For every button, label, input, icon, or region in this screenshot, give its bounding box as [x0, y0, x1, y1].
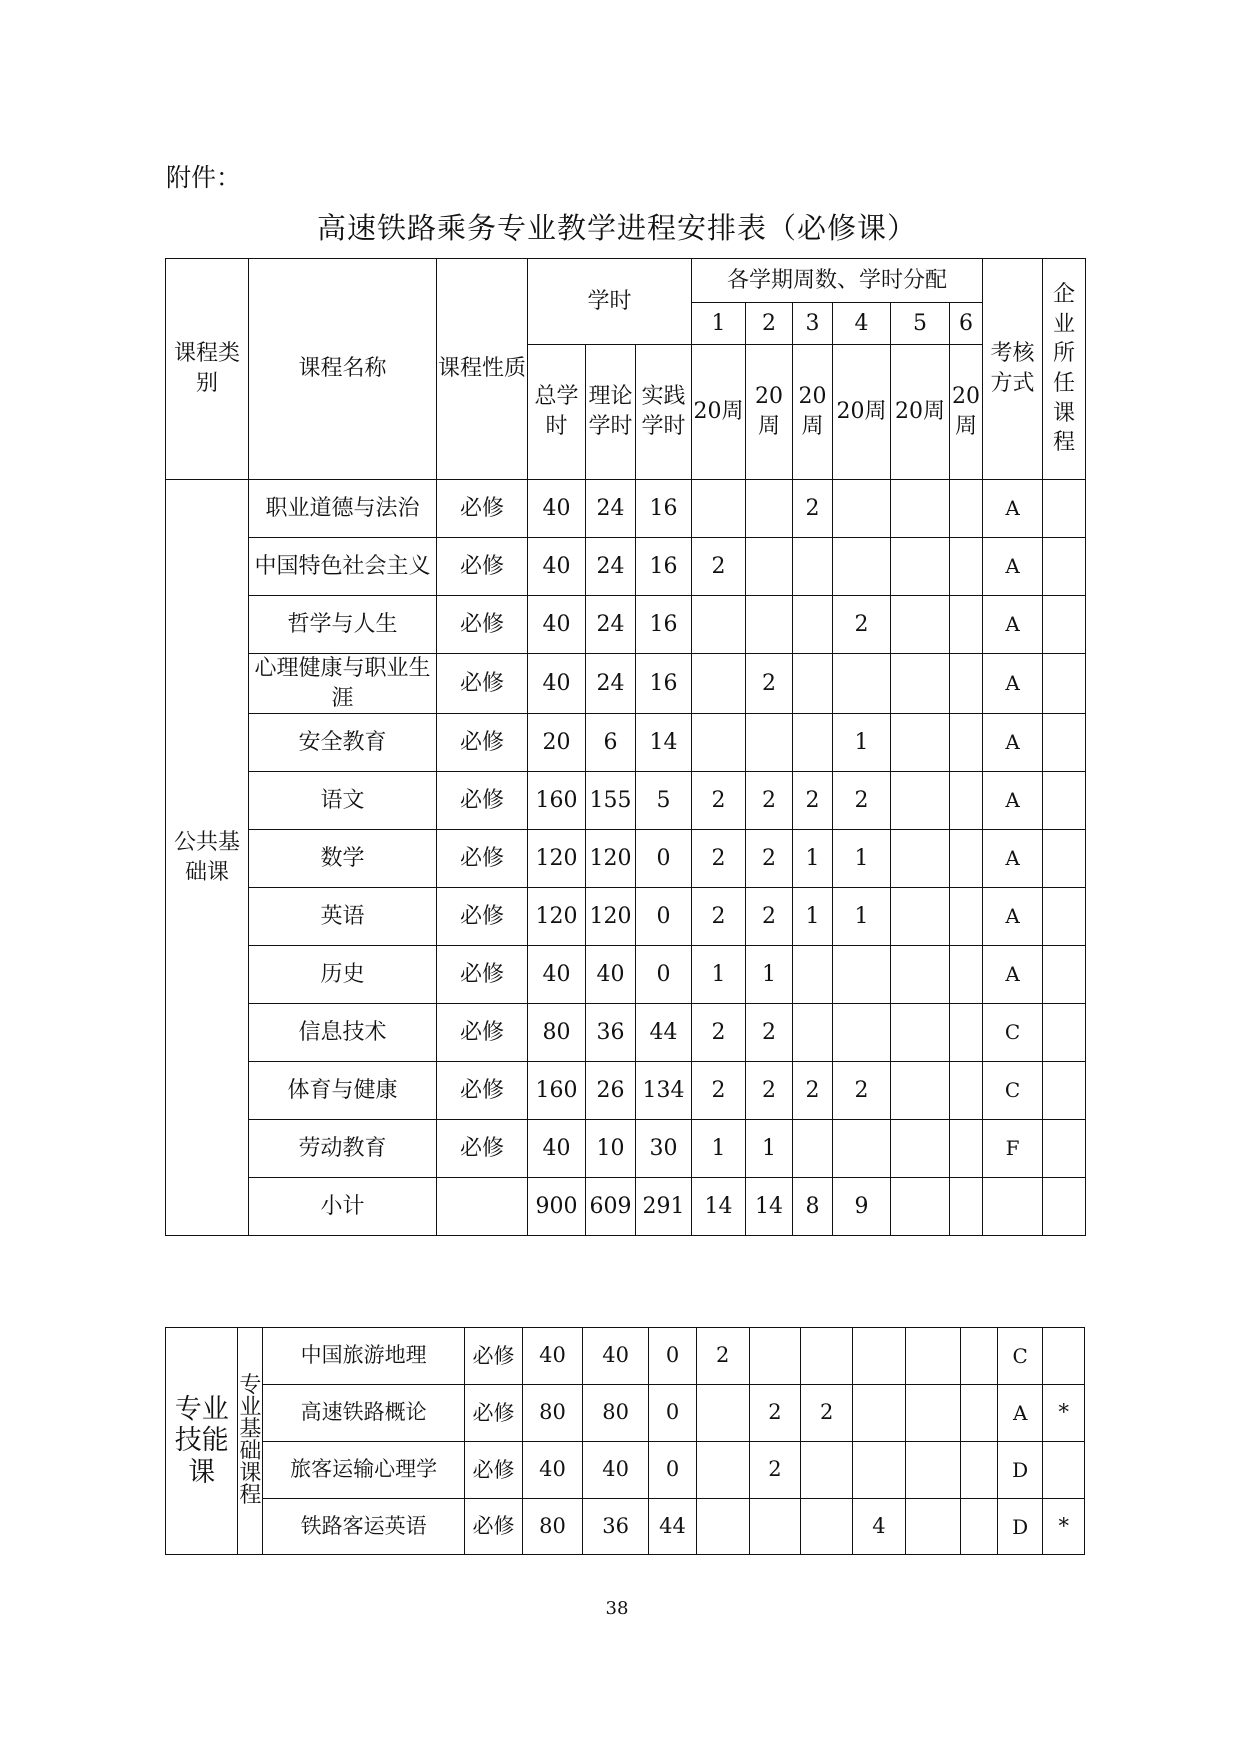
course-nature: 必修 [465, 1385, 523, 1442]
cell-s5 [905, 1385, 960, 1442]
cell-s5 [891, 830, 950, 888]
header-course-name: 课程名称 [249, 259, 437, 480]
cell-theory: 24 [586, 596, 636, 654]
cell-total: 20 [528, 714, 586, 772]
cell-s2 [749, 1499, 801, 1555]
cell-s2: 2 [746, 772, 793, 830]
cell-s1 [696, 1499, 749, 1555]
cell-s1: 2 [692, 888, 746, 946]
cell-s2: 2 [746, 830, 793, 888]
cell-theory: 24 [586, 538, 636, 596]
cell-s5 [891, 946, 950, 1004]
cell-s5 [891, 1062, 950, 1120]
header-weeks-1: 20周 [692, 345, 746, 480]
cell-s4: 2 [833, 596, 891, 654]
course-nature: 必修 [437, 654, 528, 714]
table-row [166, 1442, 1085, 1499]
page-title: 高速铁路乘务专业教学进程安排表（必修课） [316, 211, 917, 245]
header-category: 课程类别 [166, 259, 249, 480]
table-row [166, 946, 1086, 1004]
cell-s6 [960, 1328, 997, 1385]
cell-assess: A [983, 538, 1043, 596]
category-public: 公共基础课 [166, 480, 249, 1236]
header-semester-2: 2 [746, 303, 793, 345]
table-row [166, 654, 1086, 714]
cell-ent [1043, 538, 1086, 596]
cell-ent [1043, 714, 1086, 772]
cell-total: 160 [528, 772, 586, 830]
cell-practice: 30 [636, 1120, 692, 1178]
cell-practice: 16 [636, 596, 692, 654]
cell-s1: 2 [692, 1062, 746, 1120]
cell-s2 [746, 714, 793, 772]
header-weeks-5: 20周 [891, 345, 950, 480]
header-hours: 学时 [528, 259, 692, 345]
cell-s4 [833, 946, 891, 1004]
table-row [166, 1062, 1086, 1120]
cell-assess: F [983, 1120, 1043, 1178]
course-name: 职业道德与法治 [249, 480, 437, 538]
cell-practice: 0 [636, 830, 692, 888]
cell-s5 [891, 654, 950, 714]
header-nature: 课程性质 [437, 259, 528, 480]
cell-s2: 2 [746, 654, 793, 714]
cell-ent [1043, 654, 1086, 714]
table-row [166, 1120, 1086, 1178]
cell-s4: 2 [833, 1062, 891, 1120]
cell-theory: 40 [583, 1442, 649, 1499]
cell-s4: 1 [833, 714, 891, 772]
cell-s5 [891, 1178, 950, 1236]
cell-s1: 2 [692, 1004, 746, 1062]
schedule-table-professional [165, 1327, 1085, 1555]
cell-ent [1043, 1062, 1086, 1120]
cell-s1 [696, 1442, 749, 1499]
cell-assess: A [983, 888, 1043, 946]
cell-s3: 1 [793, 888, 833, 946]
cell-s5 [905, 1328, 960, 1385]
cell-s1 [692, 654, 746, 714]
cell-ent [1043, 830, 1086, 888]
cell-practice: 0 [649, 1328, 697, 1385]
cell-s5 [891, 888, 950, 946]
course-name: 心理健康与职业生涯 [249, 654, 437, 714]
cell-ent [1043, 596, 1086, 654]
cell-s5 [891, 1120, 950, 1178]
cell-s4 [853, 1385, 906, 1442]
cell-s2: 2 [749, 1442, 801, 1499]
cell-s4 [853, 1328, 906, 1385]
cell-s2: 2 [746, 1062, 793, 1120]
cell-s4 [833, 480, 891, 538]
cell-s3 [801, 1499, 853, 1555]
cell-s2 [746, 480, 793, 538]
cell-s2: 14 [746, 1178, 793, 1236]
cell-s4: 2 [833, 772, 891, 830]
table-row [166, 538, 1086, 596]
cell-s5 [891, 772, 950, 830]
cell-s3: 2 [793, 772, 833, 830]
attachment-label: 附件： [166, 163, 242, 192]
cell-assess: A [983, 830, 1043, 888]
cell-ent [1043, 1328, 1085, 1385]
cell-total: 40 [523, 1328, 583, 1385]
cell-s6 [950, 1062, 983, 1120]
course-nature: 必修 [437, 1062, 528, 1120]
course-nature: 必修 [437, 480, 528, 538]
header-semester-3: 3 [793, 303, 833, 345]
cell-s5 [891, 538, 950, 596]
cell-s6 [950, 596, 983, 654]
cell-s1: 2 [696, 1328, 749, 1385]
cell-assess: A [983, 480, 1043, 538]
cell-s1 [692, 596, 746, 654]
cell-assess: A [983, 596, 1043, 654]
cell-assess: A [983, 946, 1043, 1004]
page-number: 38 [605, 1598, 629, 1619]
cell-s5 [891, 480, 950, 538]
cell-s2 [746, 538, 793, 596]
cell-total: 120 [528, 888, 586, 946]
cell-s4 [853, 1442, 906, 1499]
cell-s3 [793, 1004, 833, 1062]
header-weeks-4: 20周 [833, 345, 891, 480]
cell-practice: 44 [636, 1004, 692, 1062]
cell-theory: 120 [586, 888, 636, 946]
header-semester-4: 4 [833, 303, 891, 345]
cell-s1: 2 [692, 538, 746, 596]
cell-s4 [833, 1120, 891, 1178]
cell-s5 [905, 1499, 960, 1555]
schedule-table-public [165, 258, 1086, 1236]
cell-total: 160 [528, 1062, 586, 1120]
cell-s3 [793, 654, 833, 714]
cell-s3: 2 [793, 480, 833, 538]
header-semester-6: 6 [950, 303, 983, 345]
course-name: 信息技术 [249, 1004, 437, 1062]
cell-s5 [891, 714, 950, 772]
cell-assess: C [983, 1004, 1043, 1062]
cell-theory: 40 [586, 946, 636, 1004]
cell-s6 [960, 1442, 997, 1499]
course-nature: 必修 [437, 1120, 528, 1178]
cell-s6 [950, 538, 983, 596]
cell-practice: 16 [636, 654, 692, 714]
cell-s3 [793, 538, 833, 596]
cell-s2: 2 [746, 888, 793, 946]
cell-practice: 14 [636, 714, 692, 772]
cell-s5 [905, 1442, 960, 1499]
cell-s5 [891, 596, 950, 654]
cell-s4: 1 [833, 830, 891, 888]
cell-s5 [891, 1004, 950, 1062]
header-weeks-3: 20周 [793, 345, 833, 480]
course-name: 小计 [249, 1178, 437, 1236]
cell-practice: 291 [636, 1178, 692, 1236]
cell-s4 [833, 654, 891, 714]
cell-total: 120 [528, 830, 586, 888]
cell-s1: 2 [692, 830, 746, 888]
cell-s1: 1 [692, 946, 746, 1004]
cell-assess: A [983, 654, 1043, 714]
table-row [166, 1004, 1086, 1062]
course-nature: 必修 [465, 1499, 523, 1555]
course-name: 铁路客运英语 [263, 1499, 465, 1555]
course-nature: 必修 [437, 772, 528, 830]
cell-total: 40 [528, 946, 586, 1004]
cell-theory: 609 [586, 1178, 636, 1236]
cell-s6 [960, 1385, 997, 1442]
cell-theory: 120 [586, 830, 636, 888]
cell-ent [1043, 1120, 1086, 1178]
cell-s1 [692, 714, 746, 772]
cell-s1: 1 [692, 1120, 746, 1178]
cell-ent [1043, 946, 1086, 1004]
cell-assess: C [983, 1062, 1043, 1120]
cell-assess: D [997, 1499, 1043, 1555]
course-nature: 必修 [437, 596, 528, 654]
cell-theory: 155 [586, 772, 636, 830]
cell-s3: 2 [793, 1062, 833, 1120]
header-theory-hours: 理论学时 [586, 345, 636, 480]
table-row [166, 480, 1086, 538]
course-name: 语文 [249, 772, 437, 830]
cell-s4: 9 [833, 1178, 891, 1236]
cell-theory: 80 [583, 1385, 649, 1442]
cell-s1 [692, 480, 746, 538]
cell-s3 [793, 596, 833, 654]
cell-assess: A [983, 772, 1043, 830]
cell-ent: * [1043, 1499, 1085, 1555]
cell-s4 [833, 538, 891, 596]
cell-practice: 0 [649, 1442, 697, 1499]
cell-total: 80 [528, 1004, 586, 1062]
cell-s6 [950, 480, 983, 538]
cell-theory: 6 [586, 714, 636, 772]
course-name: 中国特色社会主义 [249, 538, 437, 596]
course-nature: 必修 [437, 830, 528, 888]
header-semester-1: 1 [692, 303, 746, 345]
cell-s6 [950, 888, 983, 946]
cell-s2 [746, 596, 793, 654]
cell-s6 [950, 1178, 983, 1236]
cell-s3: 8 [793, 1178, 833, 1236]
table-row [166, 772, 1086, 830]
cell-s6 [950, 714, 983, 772]
table-row [166, 830, 1086, 888]
cell-s2: 2 [746, 1004, 793, 1062]
cell-s2: 1 [746, 1120, 793, 1178]
cell-practice: 5 [636, 772, 692, 830]
cell-s6 [950, 772, 983, 830]
cell-ent [1043, 1004, 1086, 1062]
table-row [166, 1328, 1085, 1385]
cell-total: 40 [528, 480, 586, 538]
cell-s2: 2 [749, 1385, 801, 1442]
cell-ent [1043, 1178, 1086, 1236]
course-nature: 必修 [437, 714, 528, 772]
header-semester-dist: 各学期周数、学时分配 [692, 259, 983, 303]
category-professional: 专业技能课 [166, 1328, 238, 1555]
cell-total: 80 [523, 1499, 583, 1555]
cell-total: 80 [523, 1385, 583, 1442]
cell-s6 [950, 1120, 983, 1178]
course-nature [437, 1178, 528, 1236]
cell-total: 40 [528, 596, 586, 654]
cell-theory: 40 [583, 1328, 649, 1385]
course-name: 高速铁路概论 [263, 1385, 465, 1442]
cell-theory: 10 [586, 1120, 636, 1178]
cell-theory: 24 [586, 654, 636, 714]
cell-s3 [801, 1442, 853, 1499]
course-name: 数学 [249, 830, 437, 888]
course-nature: 必修 [465, 1442, 523, 1499]
cell-s1: 14 [692, 1178, 746, 1236]
cell-assess: D [997, 1442, 1043, 1499]
course-nature: 必修 [465, 1328, 523, 1385]
header-semester-5: 5 [891, 303, 950, 345]
cell-practice: 134 [636, 1062, 692, 1120]
cell-total: 40 [523, 1442, 583, 1499]
course-name: 旅客运输心理学 [263, 1442, 465, 1499]
cell-total: 900 [528, 1178, 586, 1236]
cell-assess: A [983, 714, 1043, 772]
cell-s6 [950, 830, 983, 888]
cell-theory: 36 [586, 1004, 636, 1062]
course-name: 安全教育 [249, 714, 437, 772]
course-name: 英语 [249, 888, 437, 946]
table-row [166, 714, 1086, 772]
cell-assess [983, 1178, 1043, 1236]
table-row [166, 1178, 1086, 1236]
header-enterprise: 企业所任课程 [1043, 259, 1086, 480]
cell-s3: 2 [801, 1385, 853, 1442]
cell-s3: 1 [793, 830, 833, 888]
header-practice-hours: 实践学时 [636, 345, 692, 480]
cell-practice: 0 [636, 888, 692, 946]
cell-s3 [793, 714, 833, 772]
cell-assess: A [997, 1385, 1043, 1442]
table-row [166, 1499, 1085, 1555]
cell-ent [1043, 1442, 1085, 1499]
cell-s2 [749, 1328, 801, 1385]
cell-s6 [950, 1004, 983, 1062]
course-nature: 必修 [437, 1004, 528, 1062]
cell-s2: 1 [746, 946, 793, 1004]
cell-theory: 36 [583, 1499, 649, 1555]
cell-theory: 26 [586, 1062, 636, 1120]
cell-s3 [801, 1328, 853, 1385]
table-row [166, 1385, 1085, 1442]
cell-ent: * [1043, 1385, 1085, 1442]
cell-s4: 4 [853, 1499, 906, 1555]
cell-ent [1043, 480, 1086, 538]
cell-s3 [793, 946, 833, 1004]
table-row [166, 888, 1086, 946]
cell-s1 [696, 1385, 749, 1442]
course-name: 历史 [249, 946, 437, 1004]
cell-ent [1043, 772, 1086, 830]
cell-total: 40 [528, 538, 586, 596]
cell-s6 [950, 654, 983, 714]
cell-total: 40 [528, 1120, 586, 1178]
course-name: 劳动教育 [249, 1120, 437, 1178]
header-weeks-2: 20周 [746, 345, 793, 480]
course-nature: 必修 [437, 538, 528, 596]
course-name: 中国旅游地理 [263, 1328, 465, 1385]
cell-practice: 44 [649, 1499, 697, 1555]
cell-practice: 16 [636, 538, 692, 596]
cell-s4: 1 [833, 888, 891, 946]
cell-total: 40 [528, 654, 586, 714]
cell-theory: 24 [586, 480, 636, 538]
cell-ent [1043, 888, 1086, 946]
cell-practice: 0 [636, 946, 692, 1004]
header-weeks-6: 20周 [950, 345, 983, 480]
header-assessment: 考核方式 [983, 259, 1043, 480]
cell-s1: 2 [692, 772, 746, 830]
course-name: 哲学与人生 [249, 596, 437, 654]
cell-s6 [950, 946, 983, 1004]
table-row [166, 596, 1086, 654]
course-name: 体育与健康 [249, 1062, 437, 1120]
cell-s3 [793, 1120, 833, 1178]
cell-assess: C [997, 1328, 1043, 1385]
cell-practice: 0 [649, 1385, 697, 1442]
subcategory-professional-basic: 专业基础课程 [238, 1328, 263, 1555]
cell-s6 [960, 1499, 997, 1555]
course-nature: 必修 [437, 888, 528, 946]
cell-practice: 16 [636, 480, 692, 538]
cell-s4 [833, 1004, 891, 1062]
course-nature: 必修 [437, 946, 528, 1004]
header-total-hours: 总学时 [528, 345, 586, 480]
